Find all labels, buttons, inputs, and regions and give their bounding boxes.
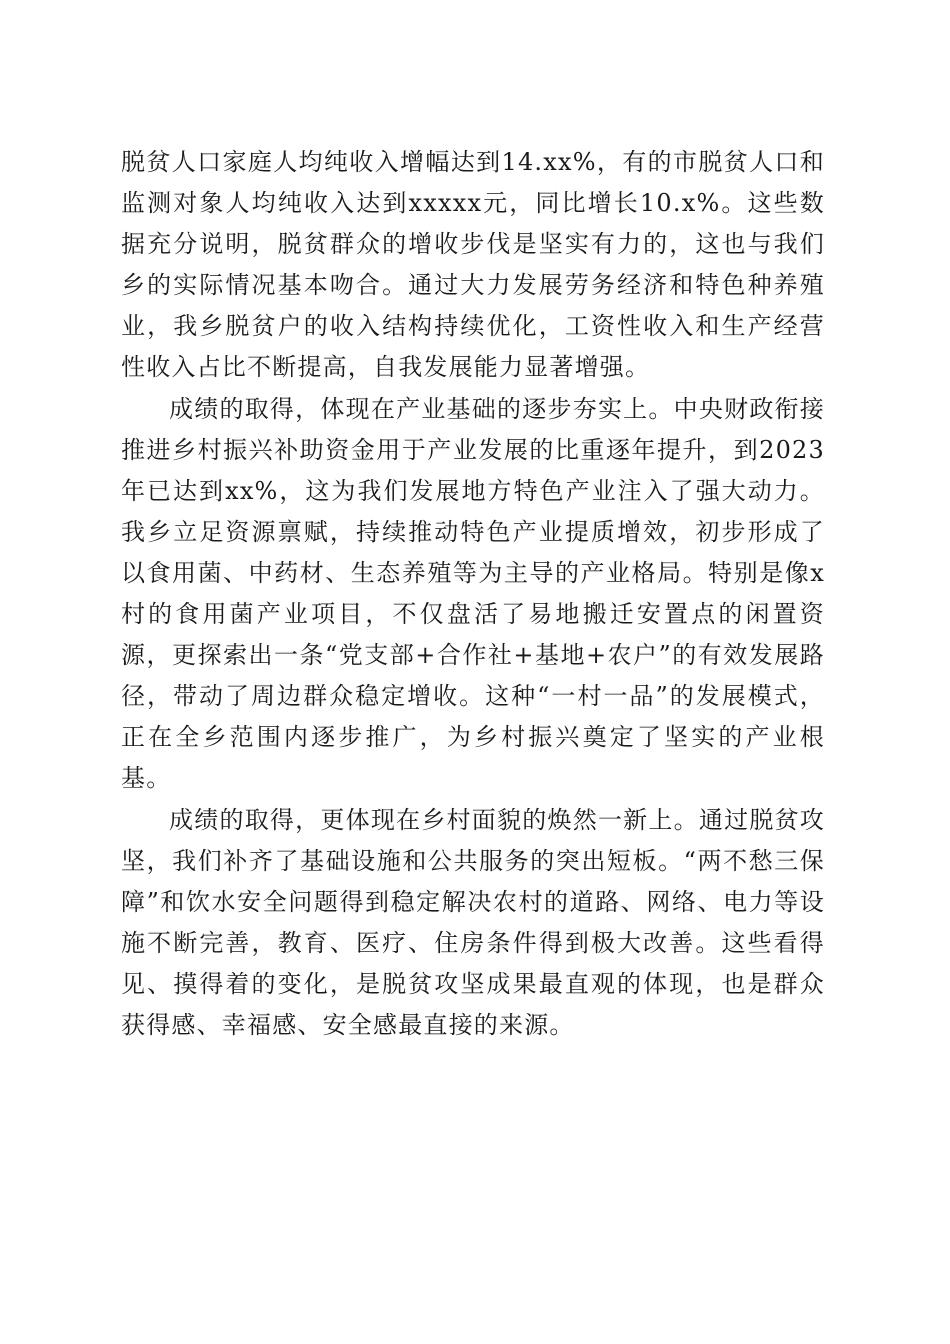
paragraph-industry-foundation: 成绩的取得，体现在产业基础的逐步夯实上。中央财政衔接推进乡村振兴补助资金用于产业发展的比重逐年提升，到2023年已达到xx%，这为我们发展地方特色产业注入了强大动力。我乡立足资源禀赋，持续推动特色产业提质增效，初步形成了以食用菌、中药材、生态养殖等为主导的产业格局。特别是像x村的食用菌产业项目，不仅盘活了易地搬迁安置点的闲置资源，更探索出一条“党支部+合作社+基地+农户”的有效发展路径，带动了周边群众稳定增收。这种“一村一品”的发展模式，正在全乡范围内逐步推广，为乡村振兴奠定了坚实的产业根基。 xyxy=(121,394,825,793)
document-body xyxy=(121,142,825,1046)
paragraph-village-appearance: 成绩的取得，更体现在乡村面貌的焕然一新上。通过脱贫攻坚，我们补齐了基础设施和公共服务的突出短板。“两不愁三保障”和饮水安全问题得到稳定解决农村的道路、网络、电力等设施不断完善，教育、医疗、住房条件得到极大改善。这些看得见、摸得着的变化，是脱贫攻坚成果最直观的体现，也是群众获得感、幸福感、安全感最直接的来源。 xyxy=(121,805,825,1039)
paragraph-income-growth: 脱贫人口家庭人均纯收入增幅达到14.xx%，有的市脱贫人口和监测对象人均纯收入达到xxxxx元，同比增长10.x%。这些数据充分说明，脱贫群众的增收步伐是坚实有力的，这也与我们乡的实际情况基本吻合。通过大力发展劳务经济和特色种养殖业，我乡脱贫户的收入结构持续优化，工资性收入和生产经营性收入占比不断提高，自我发展能力显著增强。 xyxy=(121,148,825,382)
